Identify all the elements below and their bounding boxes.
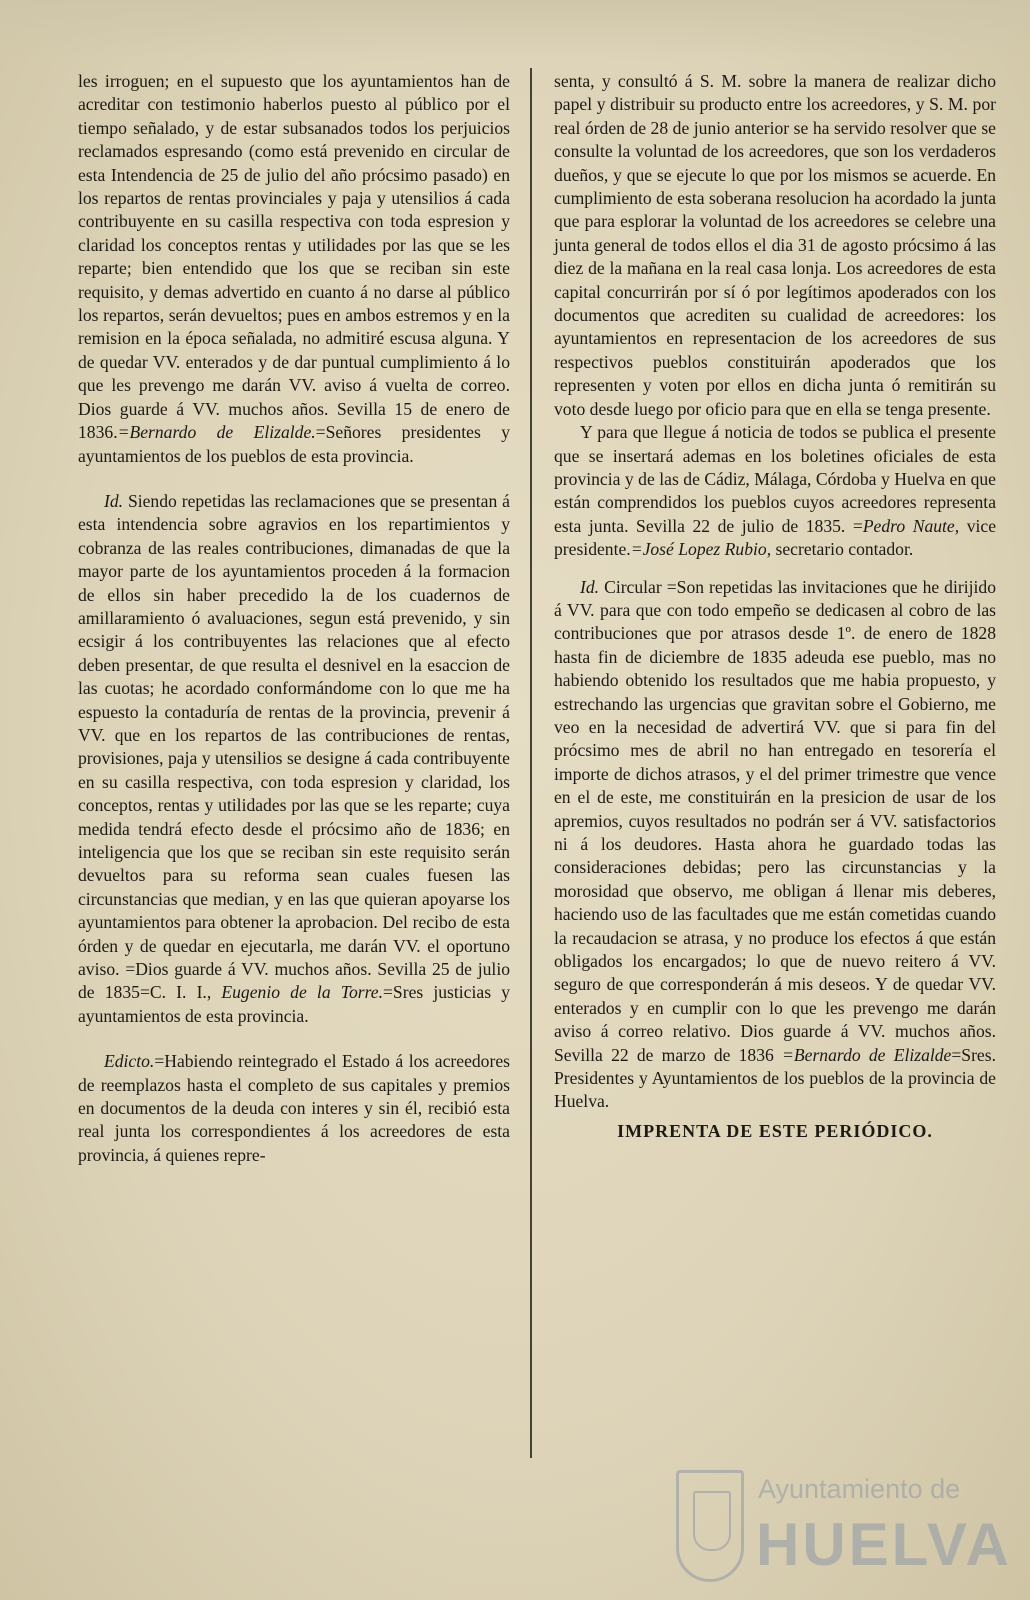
left-p3-heading: Edicto.: [104, 1051, 155, 1072]
right-p2-text: Y para que llegue á noticia de todos se publica el presente que se insertará ademas en los boletines oficiales de esta provincia y de las de Cádiz, Málaga, Córdoba y Huelva en que están comprendidos los pueblos cuyos acreedores representa esta junta. Sevilla 22 de julio de 1835. =: [554, 422, 996, 536]
left-p2-heading: Id.: [104, 490, 124, 511]
right-column: [554, 70, 996, 1143]
right-p2-signature-2: =José Lopez Rubio,: [630, 539, 772, 560]
right-p3-heading: Id.: [580, 576, 600, 597]
left-p1-signature: =Bernardo de Elizalde.: [117, 422, 316, 443]
right-paragraph-1: senta, y consultó á S. M. sobre la manera de realizar dicho papel y distribuir su producto entre los acreedores, y S. M. por real órden de 28 de junio anterior se ha servido resolver que se consulte la voluntad de los acreedores, que son los verdaderos dueños, y que se ejecute lo que por los mismos se acuerde. En cumplimiento de esta soberana resolucion ha acordado la junta que para esplorar la voluntad de los acreedores se celebre una junta general de todos ellos el dia 31 de agosto prócsimo á las diez de la mañana en la real casa lonja. Los acreedores de esta capital concurrirán por sí ó por legítimos apoderados con los documentos que acrediten su cualidad de acreedores: los ayuntamientos en representacion de los acreedores de sus respectivos pueblos constituirán apoderados que los representen y voten por ellos en dicha junta ó remitirán su voto desde luego por oficio para que en ella se tenga presente.: [554, 71, 996, 419]
right-p2-signature-1: Pedro Naute,: [862, 515, 960, 536]
left-p1-closing: =Señores presidentes y ayuntamientos de los pueblos de esta provincia.: [78, 422, 510, 466]
left-p3-text: =Habiendo reintegrado el Estado á los acreedores de reemplazos hasta el completo de sus capitales y premios en documentos de la deuda con interes y sin él, recibió esta real junta los correspondientes á los acreedores de esta provincia, á quienes repre-: [78, 1051, 510, 1165]
left-p1-text: les irroguen; en el supuesto que los ayuntamientos han de acreditar con testimonio haberlos puesto al público por el tiempo señalado, y de estar subsanados todos los perjuicios reclamados espresando (como está prevenido en circular de esta Intendencia de 25 de julio del año prócsimo pasado) en los repartos de rentas provinciales y paja y utensilios á cada contribuyente en su casilla respectiva con toda espresion y claridad los conceptos rentas y utilidades por las que se les reparte; bien entendido que los que se reciban sin este requisito, y demas advertido en cuanto á no darse al público los repartos, serán devueltos; pues en ambos estremos y en la remision en la época señalada, no admitiré escusa alguna. Y de quedar VV. enterados y de dar puntual cumplimiento á lo que les prevengo me darán VV. aviso á vuelta de correo. Dios guarde á VV. muchos años. Sevilla 15 de enero de 1836.: [78, 71, 510, 443]
left-column: [78, 70, 510, 1167]
coat-of-arms-icon: [676, 1470, 744, 1582]
column-divider: [530, 68, 532, 1458]
left-p2-signature: Eugenio de la Torre.: [221, 982, 383, 1003]
left-paragraph-1: [78, 70, 510, 468]
right-p3-text: Circular =Son repetidas las invitaciones que he dirijido á VV. para que con todo empeño se dedicasen al cobro de las contribuciones que por atrasos desde 1º. de enero de 1828 hasta fin de diciembre de 1835 adeuda ese pueblo, mas no habiendo obtenido los resultados que me habia propuesto, y estrechando las urgencias que gravitan sobre el Gobierno, me veo en la necesidad de advertirá VV. que si para fin del prócsimo mes de abril no han entregado en tesorería el importe de dichos atrasos, y el del primer trimestre que vence en el de este, me constituirán en la presicion de usar de los apremios, cuyos resultados no podrán ser á VV. satisfactorios ni á los deudores. Hasta ahora he guardado todas las consideraciones debidas; pero las circunstancias y la morosidad que observo, me obligan á llenar mis deberes, haciendo uso de las facultades que me están cometidas cuando la recaudacion se atrasa, y no produce los efectos á que están obligados los encargados; lo que de nuevo reitero á VV. seguro de que corresponderán á mis deseos. Y de quedar VV. enterados y en cumplir con lo que les prevengo me darán aviso á correo relativo. Dios guarde á VV. muchos años. Sevilla 22 de marzo de 1836: [554, 576, 996, 1065]
watermark-line-2: HUELVA: [756, 1511, 1012, 1578]
printer-imprint: IMPRENTA DE ESTE PERIÓDICO.: [617, 1120, 933, 1141]
right-paragraph-2: [554, 421, 996, 561]
left-p2-closing: =Sres justicias y ayuntamientos de esta provincia.: [78, 982, 510, 1026]
left-paragraph-2: [78, 490, 510, 1028]
left-p2-text: Siendo repetidas las reclamaciones que se presentan á esta intendencia sobre agravios en los repartimientos y cobranza de las reales contribuciones, dimanadas de que la mayor parte de los ayuntamientos proceden á la formacion de ellos sin haber precedido la de los cuadernos de amillaramiento ó avaluaciones, segun está prevenido, y sin ecsigir á los contribuyentes las relaciones que al efecto deben presentar, de que resulta el desnivel en la esaccion de las cuotas; he acordado conformándome con lo que me ha espuesto la contaduría de rentas de la provincia, prevenir á VV. que en los repartos de las contribuciones de rentas, provisiones, paja y utensilios se designe á cada contribuyente en su casilla respectiva, con toda espresion y claridad, los conceptos, rentas y utilidades por las que se les reparte; cuya medida tendrá efecto desde el prócsimo año de 1836; en inteligencia que los que se reciban sin este requisito serán devueltos para su reforma sean cuales fuesen las circunstancias que median, y en las que quieran apoyarse los ayuntamientos para obtener la aprobacion. Del recibo de esta órden y de quedar en ejecutarla, me darán VV. el oportuno aviso. =Dios guarde á VV. muchos años. Sevilla 25 de julio de 1835=C. I. I.,: [78, 490, 510, 1003]
right-paragraph-3: [554, 576, 996, 1114]
watermark-line-1: Ayuntamiento de: [758, 1474, 961, 1504]
right-p3-closing: =Sres. Presidentes y Ayuntamientos de los pueblos de la provincia de Huelva.: [554, 1044, 996, 1112]
archive-watermark: [676, 1466, 1016, 1600]
right-p2-role-2: secretario contador.: [771, 539, 914, 560]
page-top-shadow: [0, 0, 1030, 60]
right-p2-role-1: vice presidente.: [554, 515, 996, 560]
right-p3-signature: =Bernardo de Elizalde: [782, 1044, 952, 1065]
left-paragraph-3: [78, 1050, 510, 1167]
